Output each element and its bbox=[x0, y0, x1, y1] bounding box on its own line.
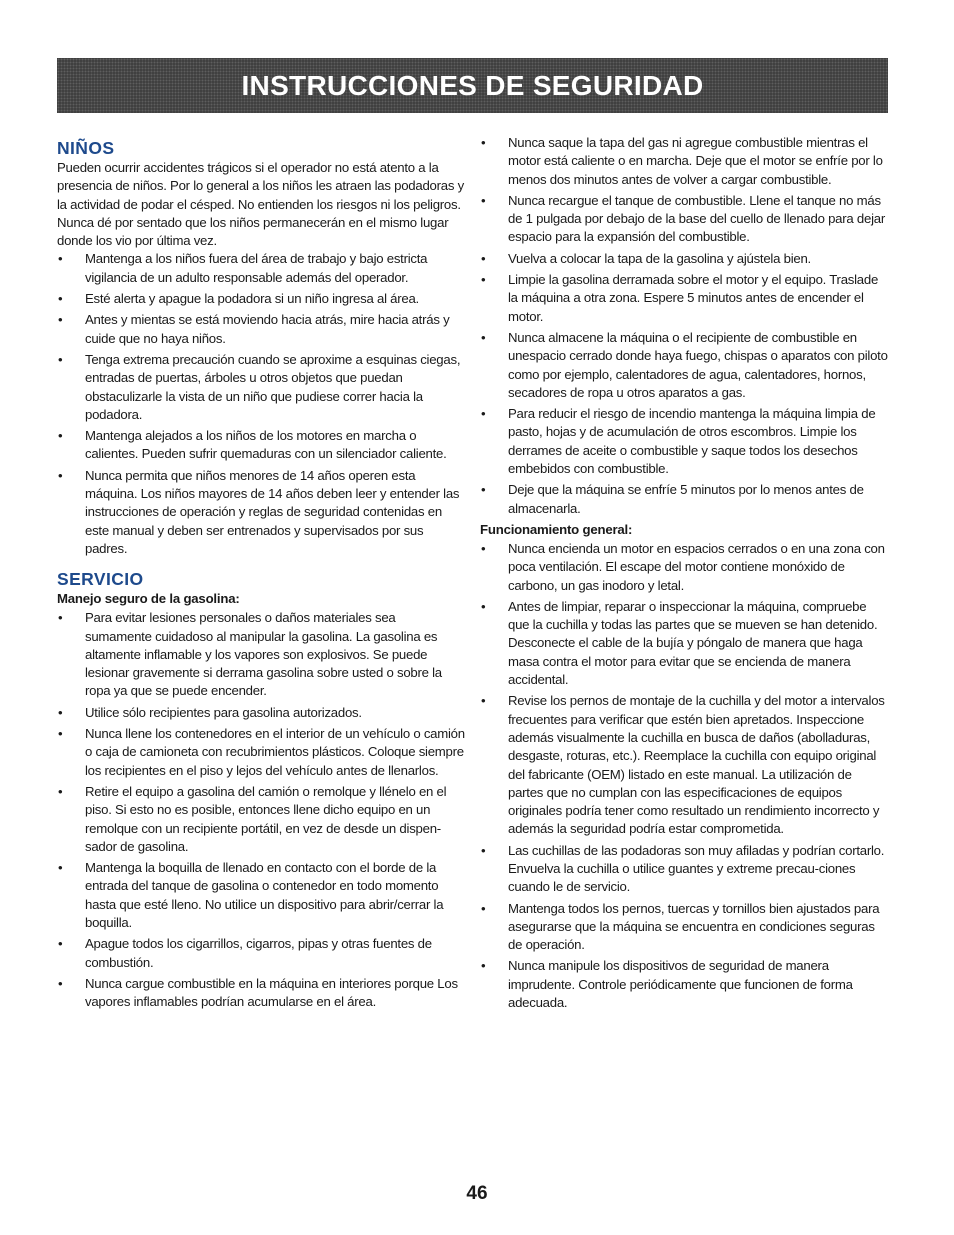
section-heading-ninos: NIÑOS bbox=[57, 138, 115, 158]
ninos-intro: Pueden ocurrir accidentes trágicos si el operador no está atento a la presencia de niños. Por lo general a los niños les atraen las podadoras y la actividad de podar el césped. No entienden los riesgos ni los peligros. Nunca dé por sentado que los niños permanecerán en el mismo lugar donde los vio por última vez. bbox=[57, 160, 464, 249]
bullet-icon: • bbox=[481, 329, 486, 345]
list-item bbox=[480, 250, 890, 268]
bullet-icon: • bbox=[58, 936, 63, 952]
list-item bbox=[57, 467, 465, 558]
funcionamiento-list bbox=[480, 540, 890, 1012]
bullet-icon: • bbox=[481, 842, 486, 858]
bullet-icon: • bbox=[481, 900, 486, 916]
list-item bbox=[57, 859, 465, 932]
section-heading-servicio: SERVICIO bbox=[57, 569, 144, 590]
list-item bbox=[57, 935, 465, 972]
subheading-gasolina: Manejo seguro de la gasolina: bbox=[57, 591, 240, 607]
list-item-text: Nunca almacene la máquina o el recipiente de combustible en unespacio cerrado donde haya fuego, chispas o aparatos con piloto como por ejemplo, calentadores de agua, calentadores, hornos, secadores de ropa u otros aparatos a gas. bbox=[508, 329, 888, 400]
list-item-text: Nunca recargue el tanque de combustible. Llene el tanque no más de 1 pulgada por debajo de la base del cuello de llenado para dejar espacio para la expansión del combustible. bbox=[508, 192, 885, 245]
bullet-icon: • bbox=[481, 250, 486, 266]
bullet-icon: • bbox=[481, 598, 486, 614]
list-item bbox=[57, 351, 465, 424]
list-item bbox=[480, 957, 890, 1012]
list-item bbox=[480, 134, 890, 189]
list-item-text: Tenga extrema precaución cuando se aproxime a esquinas ciegas, entradas de puertas, árboles u otros objetos que puedan obstaculizarle la vista de un niño que pudiese correr hacia la podadora. bbox=[85, 351, 461, 422]
list-item bbox=[57, 290, 465, 308]
list-item bbox=[480, 540, 890, 595]
list-item bbox=[480, 271, 890, 326]
list-item-text: Esté alerta y apague la podadora si un niño ingresa al área. bbox=[85, 291, 419, 307]
bullet-icon: • bbox=[481, 540, 486, 556]
right-column bbox=[480, 134, 890, 1015]
section-banner bbox=[57, 58, 888, 113]
bullet-icon: • bbox=[58, 975, 63, 991]
list-item-text: Mantenga la boquilla de llenado en contacto con el borde de la entrada del tanque de gasolina o contenedor en todo momento hasta que esté lleno. No utilice un dispositivo para abrir/cerrar la boquilla. bbox=[85, 860, 444, 930]
list-item bbox=[57, 427, 465, 464]
bullet-icon: • bbox=[58, 291, 63, 307]
bullet-icon: • bbox=[481, 406, 486, 422]
list-item bbox=[480, 900, 890, 955]
list-item-text: Apague todos los cigarrillos, cigarros, pipas y otras fuentes de combustión. bbox=[85, 936, 432, 970]
list-item-text: Para evitar lesiones personales o daños materiales sea sumamente cuidadoso al manipular la gasolina. La gasolina es altamente inflamable y los vapores son explosivos. Se puede lesionar gravemente si derrama gasolina sobre usted o sobre la ropa ya que se puede encender. bbox=[85, 610, 442, 699]
page-number: 46 bbox=[466, 1183, 488, 1204]
list-item bbox=[57, 783, 465, 856]
list-item bbox=[480, 481, 890, 518]
list-item-text: Para reducir el riesgo de incendio mantenga la máquina limpia de pasto, hojas y de acumulación de otros escombros. Limpie los derrames de aceite o combustible y saque todos los desechos embebidos con combustible. bbox=[508, 406, 876, 477]
list-item bbox=[480, 842, 890, 897]
list-item bbox=[480, 692, 890, 838]
bullet-icon: • bbox=[58, 312, 63, 328]
list-item-text: Nunca cargue combustible en la máquina en interiores porque Los vapores inflamables podrían acumularse en el área. bbox=[85, 975, 458, 1010]
list-item bbox=[480, 192, 890, 247]
list-item-text: Retire el equipo a gasolina del camión o remolque y llénelo en el piso. Si esto no es posible, entonces llene dicho equipo en un remolque con un recipiente portátil, en vez de desde un dispen-sador de gasolina. bbox=[85, 783, 447, 854]
bullet-icon: • bbox=[58, 726, 63, 742]
bullet-icon: • bbox=[481, 482, 486, 498]
list-item bbox=[57, 609, 465, 700]
list-item bbox=[57, 250, 465, 287]
bullet-icon: • bbox=[481, 693, 486, 709]
gasolina-list bbox=[57, 609, 465, 1011]
list-item-text: Antes de limpiar, reparar o inspeccionar la máquina, compruebe que la cuchilla y todas las partes que se mueven se han detenido. Desconecte el cable de la bujía y póngalo de manera que haga masa contra el motor para evitar que se encienda de manera accidental. bbox=[508, 598, 878, 688]
list-item-text: Deje que la máquina se enfríe 5 minutos por lo menos antes de almacenarla. bbox=[508, 482, 864, 516]
bullet-icon: • bbox=[58, 351, 63, 367]
list-item-text: Mantenga todos los pernos, tuercas y tornillos bien ajustados para asegurarse que la máquina se encuentra en condiciones seguras de operación. bbox=[508, 900, 880, 953]
list-item-text: Las cuchillas de las podadoras son muy afiladas y podrían cortarlo. Envuelva la cuchilla o utilice guantes y extreme precau-ciones cuando le de servicio. bbox=[508, 842, 885, 895]
list-item-text: Nunca permita que niños menores de 14 años operen esta máquina. Los niños mayores de 14 años deben leer y entender las instrucciones de operación y reglas de seguridad contenidas en este manual y deben ser entrenados y supervisados por sus padres. bbox=[85, 467, 460, 556]
page-title: INSTRUCCIONES DE SEGURIDAD bbox=[241, 69, 704, 101]
left-column bbox=[57, 134, 465, 1014]
bullet-icon: • bbox=[58, 610, 63, 626]
bullet-icon: • bbox=[481, 192, 486, 208]
bullet-icon: • bbox=[58, 860, 63, 876]
list-item-text: Mantenga a los niños fuera del área de trabajo y bajo estricta vigilancia de un adulto responsable además del operador. bbox=[85, 251, 428, 285]
bullet-icon: • bbox=[58, 251, 63, 267]
list-item bbox=[480, 598, 890, 689]
bullet-icon: • bbox=[58, 467, 63, 483]
gasolina-list-continued bbox=[480, 134, 890, 518]
list-item bbox=[57, 975, 465, 1012]
bullet-icon: • bbox=[58, 704, 63, 720]
list-item-text: Nunca saque la tapa del gas ni agregue combustible mientras el motor está caliente o en marcha. Deje que el motor se enfríe por lo menos dos minutos antes de volver a cargar combustible. bbox=[508, 135, 883, 187]
list-item-text: Vuelva a colocar la tapa de la gasolina y ajústela bien. bbox=[508, 250, 811, 266]
bullet-icon: • bbox=[481, 135, 486, 150]
list-item bbox=[57, 311, 465, 348]
bullet-icon: • bbox=[481, 958, 486, 974]
list-item bbox=[480, 329, 890, 402]
ninos-list bbox=[57, 250, 465, 558]
list-item bbox=[57, 704, 465, 722]
list-item-text: Nunca encienda un motor en espacios cerrados o en una zona con poca ventilación. El escape del motor contiene monóxido de carbono, un gas inodoro y letal. bbox=[508, 540, 885, 593]
subheading-funcionamiento: Funcionamiento general: bbox=[480, 521, 633, 537]
list-item-text: Revise los pernos de montaje de la cuchilla y del motor a intervalos frecuentes para verificar que estén bien apretados. Inspeccione además visualmente la cuchilla en busca de daños (abolladuras, desgaste, roturas, etc.). Reemplace la cuchilla con equipo original del fabricante (OEM) listado en este manual. La utilización de partes que no cumplan con las especificaciones de equipos originales podría tener como resultado un rendimiento incorrecto y además la seguridad podría estar comprometida. bbox=[508, 693, 885, 837]
list-item-text: Mantenga alejados a los niños de los motores en marcha o calientes. Pueden sufrir quemaduras con un silenciador caliente. bbox=[85, 428, 447, 462]
list-item-text: Antes y mientas se está moviendo hacia atrás, mire hacia atrás y cuide que no haya niños. bbox=[85, 312, 450, 346]
list-item-text: Nunca manipule los dispositivos de seguridad de manera imprudente. Controle periódicamente que funcionen de forma adecuada. bbox=[508, 958, 853, 1011]
bullet-icon: • bbox=[58, 428, 63, 444]
list-item-text: Utilice sólo recipientes para gasolina autorizados. bbox=[85, 704, 362, 720]
list-item bbox=[480, 405, 890, 478]
list-item-text: Nunca llene los contenedores en el interior de un vehículo o camión o caja de camioneta con recubrimientos plásticos. Coloque siempre los recipientes en el piso y lejos del vehículo antes de llenarlos. bbox=[85, 726, 465, 778]
list-item bbox=[57, 725, 465, 780]
bullet-icon: • bbox=[58, 783, 63, 799]
list-item-text: Limpie la gasolina derramada sobre el motor y el equipo. Traslade la máquina a otra zona. Espere 5 minutos antes de encender el motor. bbox=[508, 272, 879, 324]
bullet-icon: • bbox=[481, 272, 486, 288]
